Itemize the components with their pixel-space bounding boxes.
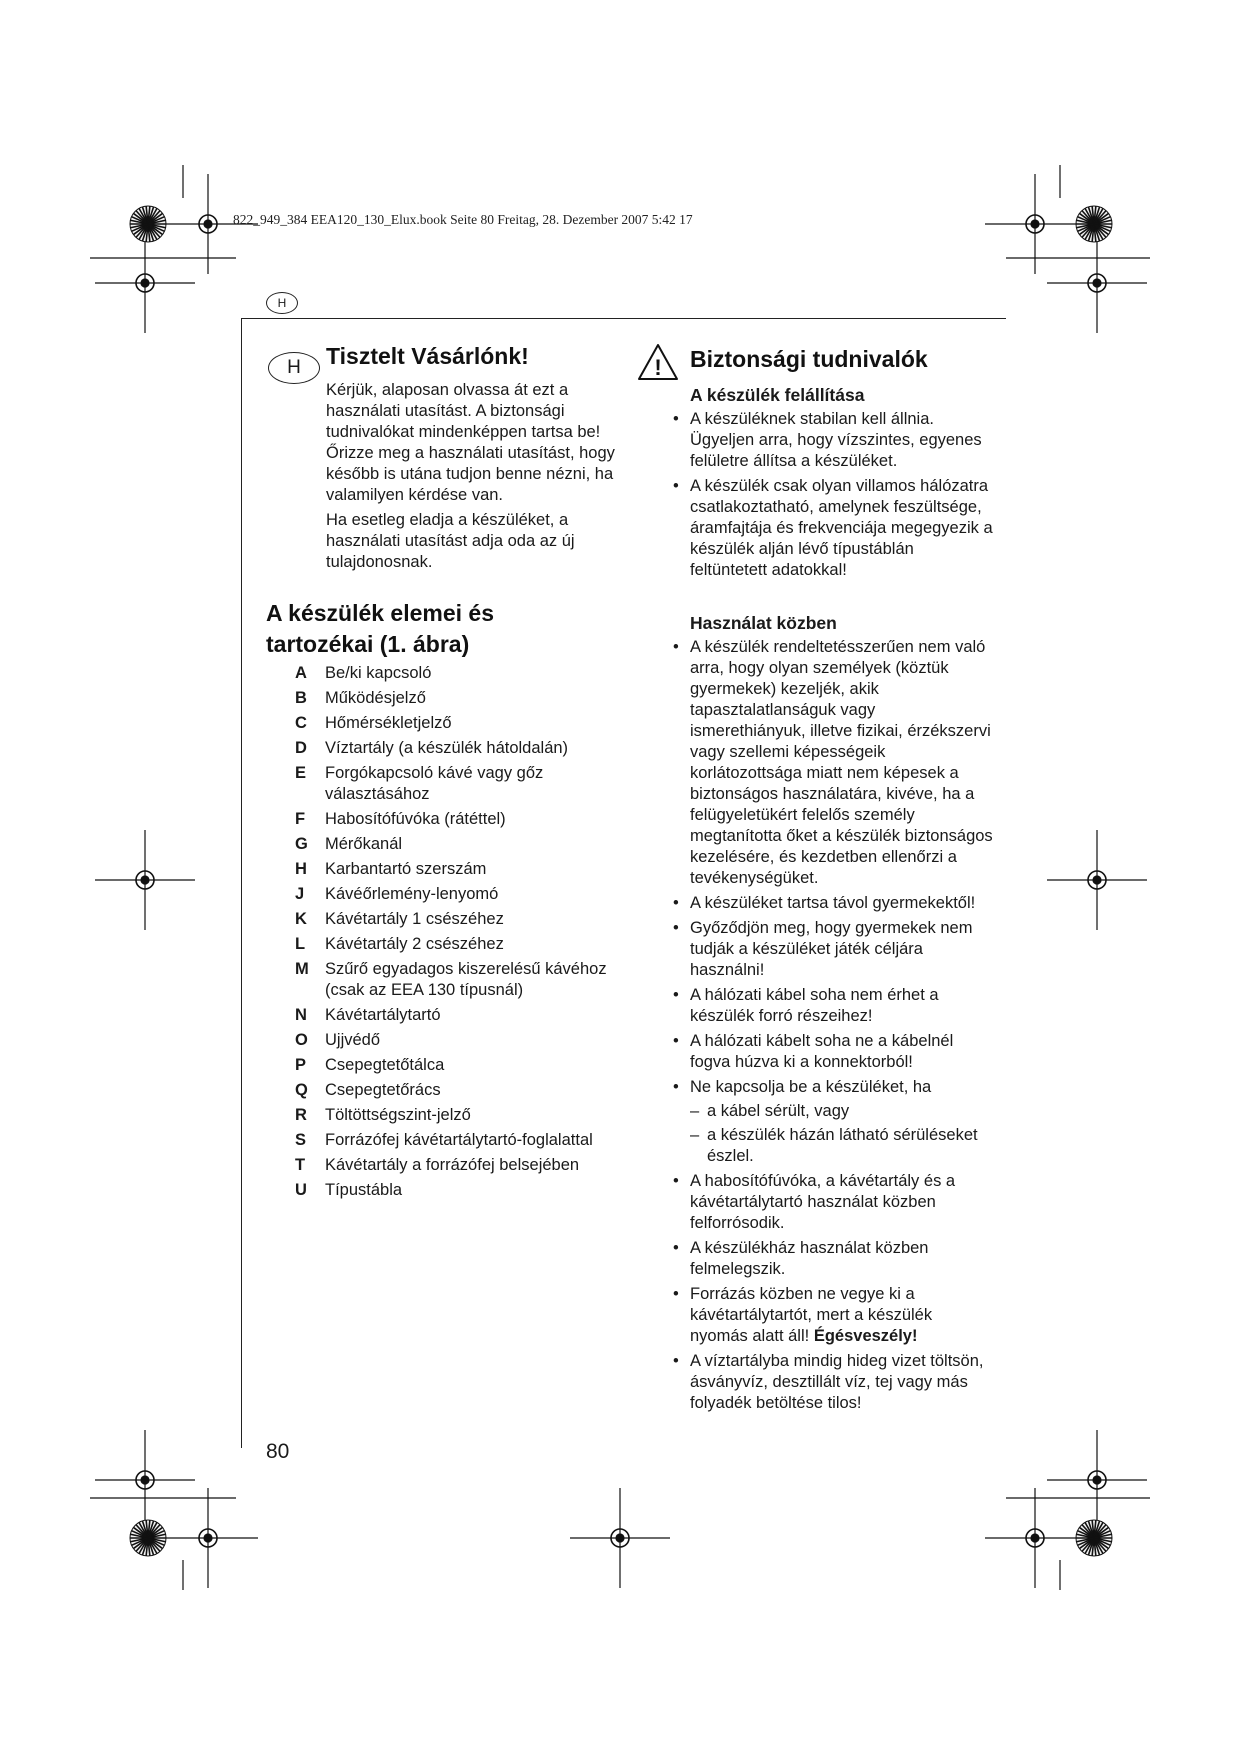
component-letter: B xyxy=(295,689,307,707)
component-letter: L xyxy=(295,935,306,953)
language-badge: H xyxy=(268,352,320,384)
component-letter: H xyxy=(295,860,307,878)
crosshair-mark-icon xyxy=(570,1488,670,1588)
component-text: Csepegtetőtálca xyxy=(325,1056,445,1074)
list-item: • A készüléket tartsa távol gyermekektől! xyxy=(673,893,993,914)
component-item xyxy=(295,1180,635,1201)
setup-subtitle: A készülék felállítása xyxy=(690,385,865,405)
greeting-paragraph: Kérjük, alaposan olvassa át ezt a használati utasítást. A biztonsági tudnivalókat mindenképpen tartsa be! Őrizze meg a használati utasítást, hogy később is utána tudjon benne nézni, ha valamilyen kérdése van. xyxy=(326,381,615,504)
component-item xyxy=(295,663,635,684)
greeting-paragraph: Ha esetleg eladja a készüléket, a használati utasítást adja oda az új tulajdonosnak. xyxy=(326,511,575,571)
component-text: Habosítófúvóka (rátéttel) xyxy=(325,810,506,828)
list-item-text: Ne kapcsolja be a készüléket, ha xyxy=(690,1078,932,1096)
component-text: Mérőkanál xyxy=(325,835,403,853)
list-item: • A víztartályba mindig hideg vizet töltsön, ásványvíz, desztillált víz, tej vagy más folyadék betöltése tilos! xyxy=(673,1351,993,1414)
starburst-mark-icon xyxy=(130,206,166,242)
left-rule xyxy=(241,318,242,1448)
crosshair-mark-icon xyxy=(1047,830,1147,930)
starburst-mark-icon xyxy=(1076,206,1112,242)
list-item: • A készülék rendeltetésszerűen nem való arra, hogy olyan személyek (köztük gyermekek) kezeljék, akik tapasztalatlanságuk vagy ismerethiányuk, illetve fizikai, érzékszervi vagy szellemi képességeik korlátozottsága miatt nem képesek a biztonságos használatára, kivéve, ha a felügyeletükért felelős személy megtanította őket a készülék biztonságos kezelésére, és kezdetben ellenőrzi a tevékenységüket. xyxy=(673,637,993,889)
component-item xyxy=(295,834,635,855)
component-letter: C xyxy=(295,714,307,732)
crosshair-mark-icon xyxy=(95,1430,195,1530)
list-item: • A készülékház használat közben felmelegszik. xyxy=(673,1238,993,1280)
component-item xyxy=(295,738,635,759)
language-badge-small: H xyxy=(266,292,298,314)
component-letter: P xyxy=(295,1056,307,1074)
component-item xyxy=(295,1130,635,1151)
components-list xyxy=(295,663,635,1205)
list-item: • A készülék csak olyan villamos hálózatra csatlakoztatható, amelynek feszültsége, áramfajtája és frekvenciája megegyezik a készülék alján lévő típustáblán feltüntetett adatokkal! xyxy=(673,476,993,581)
component-letter: G xyxy=(295,835,308,853)
component-text: Víztartály (a készülék hátoldalán) xyxy=(325,739,569,757)
component-letter: D xyxy=(295,739,307,757)
crosshair-mark-icon xyxy=(95,830,195,930)
crosshair-mark-icon xyxy=(985,174,1085,274)
usage-subtitle: Használat közben xyxy=(690,613,837,633)
component-letter: S xyxy=(295,1131,307,1149)
component-text: Szűrő egyadagos kiszerelésű kávéhoz (csak az EEA 130 típusnál) xyxy=(325,960,607,999)
component-item xyxy=(295,909,635,930)
crosshair-mark-icon xyxy=(95,233,195,333)
list-item: • A hálózati kábelt soha ne a kábelnél fogva húzva ki a konnektorból! xyxy=(673,1031,993,1073)
component-text: Csepegtetőrács xyxy=(325,1081,441,1099)
warning-exclamation: ! xyxy=(654,355,662,380)
list-item: • A habosítófúvóka, a kávétartály és a kávétartálytartó használat közben felforrósodik. xyxy=(673,1171,993,1234)
component-item xyxy=(295,959,635,1001)
component-text: Típustábla xyxy=(325,1181,403,1199)
component-item xyxy=(295,1155,635,1176)
component-letter: T xyxy=(295,1156,306,1174)
burn-hazard-warning: Égésveszély! xyxy=(813,1327,918,1345)
component-item xyxy=(295,934,635,955)
component-letter: U xyxy=(295,1181,307,1199)
component-letter: R xyxy=(295,1106,307,1124)
component-item xyxy=(295,688,635,709)
crosshair-mark-icon xyxy=(158,1488,258,1588)
component-letter: K xyxy=(295,910,307,928)
greeting-text xyxy=(326,380,626,577)
crosshair-mark-icon xyxy=(1047,233,1147,333)
sub-list-item: – a készülék házán látható sérüléseket észlel. xyxy=(690,1125,993,1167)
top-rule xyxy=(241,318,1006,319)
component-item xyxy=(295,884,635,905)
component-text: Kávétartálytartó xyxy=(325,1006,441,1024)
component-text: Karbantartó szerszám xyxy=(325,860,487,878)
component-text: Kávétartály 1 csészéhez xyxy=(325,910,504,928)
component-item xyxy=(295,1080,635,1101)
component-text: Működésjelző xyxy=(325,689,426,707)
component-text: Kávétartály a forrázófej belsejében xyxy=(325,1156,580,1174)
component-text: Kávétartály 2 csészéhez xyxy=(325,935,504,953)
list-item: • Győződjön meg, hogy gyermekek nem tudják a készüléket játék céljára használni! xyxy=(673,918,993,981)
component-text: Forgókapcsoló kávé vagy gőz választásához xyxy=(325,764,544,803)
crosshair-mark-icon xyxy=(1047,1430,1147,1530)
list-item xyxy=(673,1284,993,1347)
component-letter: Q xyxy=(295,1081,308,1099)
component-letter: M xyxy=(295,960,309,978)
component-text: Hőmérsékletjelző xyxy=(325,714,452,732)
component-letter: O xyxy=(295,1031,308,1049)
components-title: A készülék elemei és tartozékai (1. ábra) xyxy=(266,600,495,657)
component-item xyxy=(295,809,635,830)
component-letter: N xyxy=(295,1006,307,1024)
component-text: Ujjvédő xyxy=(325,1031,381,1049)
sub-list-item: – a kábel sérült, vagy xyxy=(690,1101,993,1122)
safety-title: Biztonsági tudnivalók xyxy=(690,346,928,372)
component-text: Töltöttségszint-jelző xyxy=(325,1106,471,1124)
component-item xyxy=(295,1005,635,1026)
component-item xyxy=(295,713,635,734)
crosshair-mark-icon xyxy=(985,1488,1085,1588)
component-text: Be/ki kapcsoló xyxy=(325,664,432,682)
list-item xyxy=(673,1077,993,1167)
list-item-text: Forrázás közben ne vegye ki a kávétartálytartót, mert a készülék nyomás alatt áll! xyxy=(690,1285,933,1345)
greeting-title: Tisztelt Vásárlónk! xyxy=(326,343,529,369)
usage-section xyxy=(673,613,993,1418)
list-item: • A készüléknek stabilan kell állnia. Ügyeljen arra, hogy vízszintes, egyenes felületre állítsa a készüléket. xyxy=(673,409,993,472)
component-item xyxy=(295,763,635,805)
starburst-mark-icon xyxy=(130,1520,166,1556)
list-item: • A hálózati kábel soha nem érhet a készülék forró részeihez! xyxy=(673,985,993,1027)
component-letter: A xyxy=(295,664,307,682)
component-text: Kávéőrlemény-lenyomó xyxy=(325,885,499,903)
component-item xyxy=(295,1055,635,1076)
component-item xyxy=(295,1030,635,1051)
file-info-header: 822_949_384 EEA120_130_Elux.book Seite 80 Freitag, 28. Dezember 2007 5:42 17 xyxy=(233,212,693,227)
component-text: Forrázófej kávétartálytartó-foglalattal xyxy=(325,1131,593,1149)
component-item xyxy=(295,859,635,880)
warning-triangle-icon xyxy=(637,343,679,381)
starburst-mark-icon xyxy=(1076,1520,1112,1556)
component-letter: J xyxy=(295,885,305,903)
component-letter: E xyxy=(295,764,307,782)
setup-section xyxy=(673,385,993,585)
page-number: 80 xyxy=(266,1440,290,1463)
component-item xyxy=(295,1105,635,1126)
component-letter: F xyxy=(295,810,306,828)
